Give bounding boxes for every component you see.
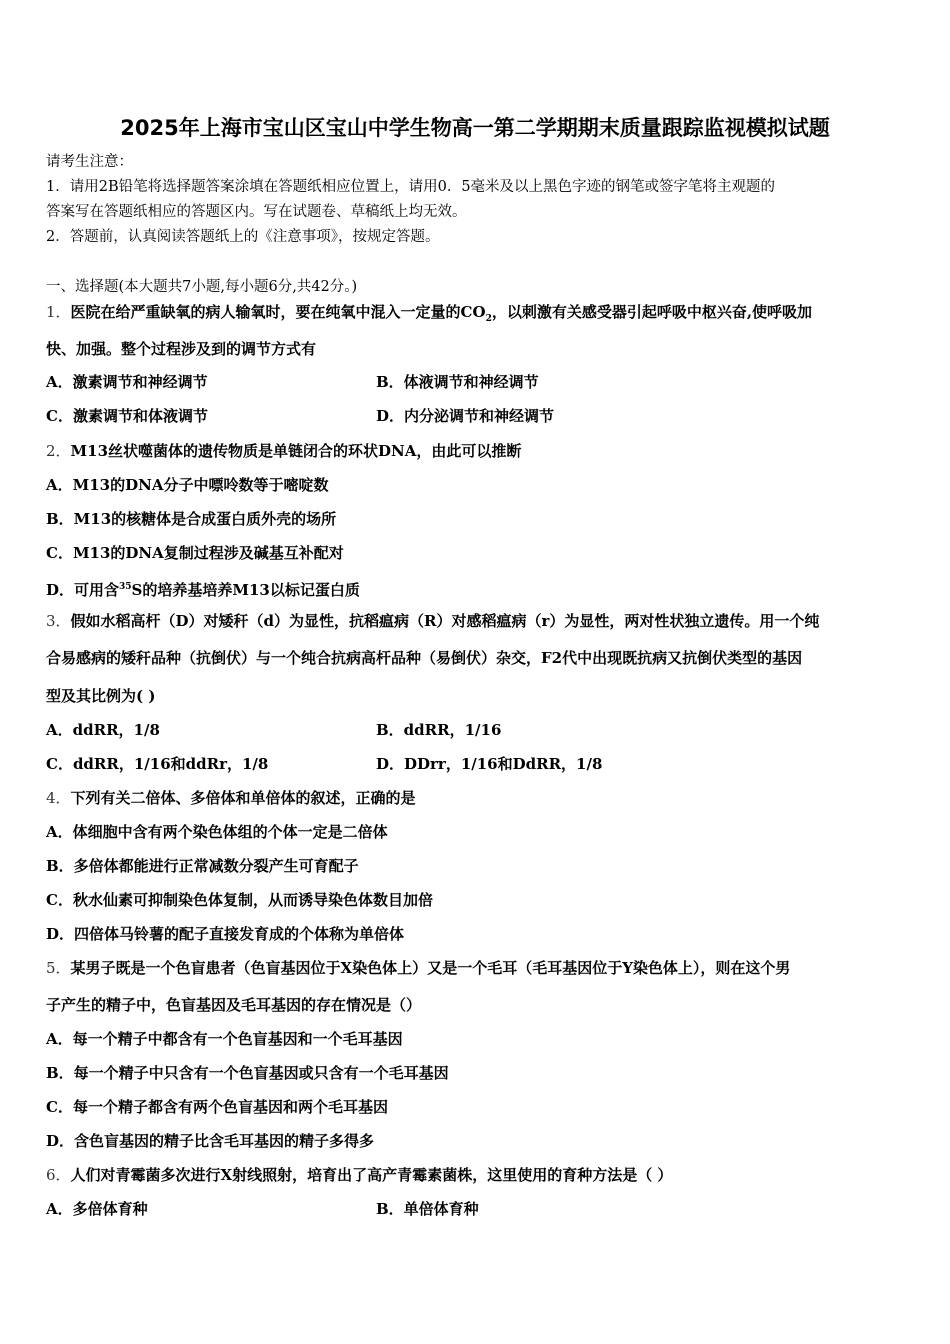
notice-line-3: 2．答题前，认真阅读答题纸上的《注意事项》，按规定答题。 (46, 229, 440, 245)
q6-option-a: A．多倍体育种 (46, 1200, 148, 1218)
q5-option-b: B．每一个精子中只含有一个色盲基因或只含有一个毛耳基因 (46, 1064, 449, 1082)
question-3-cont-1: 合易感病的矮秆品种（抗倒伏）与一个纯合抗病高杆品种（易倒伏）杂交，F2代中出现既抗病又抗倒伏类型的基因 (46, 649, 803, 667)
question-number: 5． (46, 959, 71, 977)
question-4 (46, 788, 906, 808)
question-5-cont: 子产生的精子中，色盲基因及毛耳基因的存在情况是（） (46, 996, 422, 1014)
subscript: 2 (485, 314, 492, 324)
q5-option-a: A．每一个精子中都含有一个色盲基因和一个毛耳基因 (46, 1030, 403, 1048)
q3-option-b: B．ddRR，1/16 (376, 721, 502, 739)
notice-heading: 请考生注意： (46, 154, 133, 170)
q3-option-c: C．ddRR，1/16和ddRr，1/8 (46, 755, 269, 773)
question-number: 2． (46, 442, 71, 460)
question-number: 4． (46, 789, 71, 807)
question-text: M13丝状噬菌体的遗传物质是单链闭合的环状DNA，由此可以推断 (70, 442, 522, 460)
q3-option-d: D．DDrr，1/16和DdRR，1/8 (376, 755, 603, 773)
q1-option-d: D．内分泌调节和神经调节 (376, 407, 555, 425)
question-3-cont-2: 型及其比例为( ) (46, 687, 156, 705)
option-text: D．可用含 (46, 581, 120, 599)
question-5 (46, 958, 906, 978)
question-text: 人们对青霉菌多次进行X射线照射，培育出了高产青霉素菌株，这里使用的育种方法是（ ） (70, 1166, 673, 1184)
q1-option-a: A．激素调节和神经调节 (46, 373, 208, 391)
q5-option-c: C．每一个精子都含有两个色盲基因和两个毛耳基因 (46, 1098, 388, 1116)
notice-line-2: 答案写在答题纸相应的答题区内。写在试题卷、草稿纸上均无效。 (46, 204, 467, 220)
q2-option-a: A．M13的DNA分子中嘌呤数等于嘧啶数 (46, 476, 329, 494)
question-text-cont: ，以刺激有关感受器引起呼吸中枢兴奋,使呼吸加 (491, 303, 813, 321)
option-text-cont: S的培养基培养M13以标记蛋白质 (131, 581, 360, 599)
question-6 (46, 1165, 906, 1185)
question-number: 3． (46, 612, 71, 630)
notice-line-1: 1．请用2B铅笔将选择题答案涂填在答题纸相应位置上，请用0．5毫米及以上黑色字迹的钢笔或签字笔将主观题的 (46, 179, 776, 195)
question-1-cont: 快、加强。整个过程涉及到的调节方式有 (46, 340, 317, 358)
q5-option-d: D．含色盲基因的精子比含毛耳基因的精子多得多 (46, 1132, 375, 1150)
q4-option-c: C．秋水仙素可抑制染色体复制，从而诱导染色体数目加倍 (46, 891, 433, 909)
question-2 (46, 441, 906, 461)
question-text: 医院在给严重缺氧的病人输氧时，要在纯氧中混入一定量的CO (70, 303, 486, 321)
q4-option-b: B．多倍体都能进行正常减数分裂产生可育配子 (46, 857, 359, 875)
q2-option-b: B．M13的核糖体是合成蛋白质外壳的场所 (46, 510, 337, 528)
q2-option-d (46, 577, 906, 600)
question-text: 下列有关二倍体、多倍体和单倍体的叙述，正确的是 (70, 789, 416, 807)
question-text: 某男子既是一个色盲患者（色盲基因位于X染色体上）又是一个毛耳（毛耳基因位于Y染色体上），则在这个男 (70, 959, 791, 977)
question-3 (46, 611, 906, 631)
question-number: 1． (46, 303, 71, 321)
question-text: 假如水稻高杆（D）对矮秆（d）为显性，抗稻瘟病（R）对感稻瘟病（r）为显性，两对性状独立遗传。用一个纯 (70, 612, 820, 630)
q3-option-a: A．ddRR，1/8 (46, 721, 160, 739)
section-heading: 一、选择题(本大题共7小题,每小题6分,共42分。) (46, 279, 358, 295)
question-1 (46, 302, 906, 329)
superscript: 35 (119, 582, 132, 592)
q4-option-d: D．四倍体马铃薯的配子直接发育成的个体称为单倍体 (46, 925, 405, 943)
q6-option-b: B．单倍体育种 (376, 1200, 479, 1218)
q2-option-c: C．M13的DNA复制过程涉及碱基互补配对 (46, 544, 344, 562)
q1-option-b: B．体液调节和神经调节 (376, 373, 539, 391)
question-number: 6． (46, 1166, 71, 1184)
q4-option-a: A．体细胞中含有两个染色体组的个体一定是二倍体 (46, 823, 388, 841)
page-title: 2025年上海市宝山区宝山中学生物高一第二学期期末质量跟踪监视模拟试题 (120, 116, 830, 140)
q1-option-c: C．激素调节和体液调节 (46, 407, 208, 425)
